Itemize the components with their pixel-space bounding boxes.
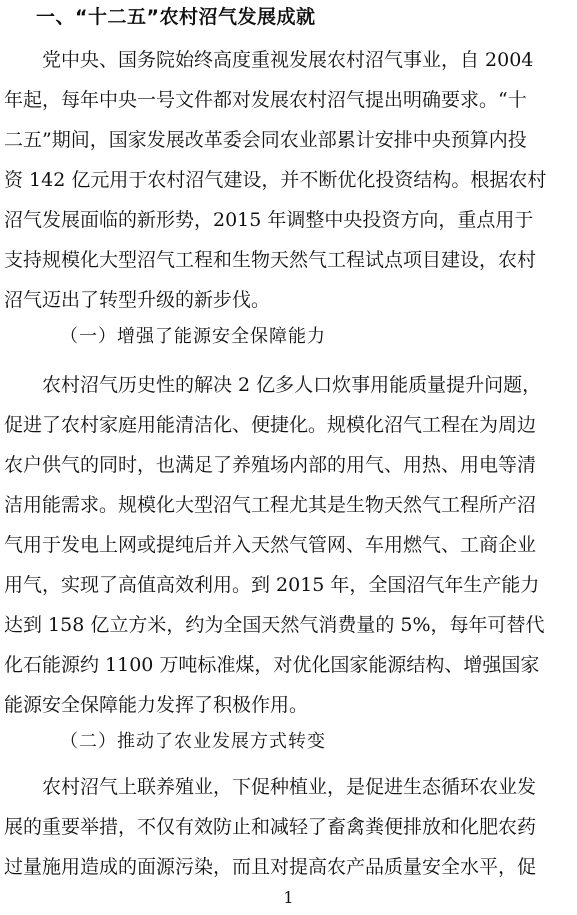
section1-paragraph — [0, 365, 577, 725]
paragraph-line: 展的重要举措，不仅有效防止和减轻了畜禽粪便排放和化肥农药 — [4, 816, 537, 838]
paragraph-line: 年起，每年中央一号文件都对发展农村沼气提出明确要求。“十 — [4, 89, 527, 111]
paragraph-line: 促进了农村家庭用能清洁化、便捷化。规模化沼气工程在为周边 — [4, 414, 537, 436]
paragraph-line: 过量施用造成的面源污染，而且对提高农产品质量安全水平，促 — [4, 856, 537, 878]
paragraph-line: 党中央、国务院始终高度重视发展农村沼气事业，自 2004 — [42, 49, 534, 71]
paragraph-line: 资 142 亿元用于农村沼气建设，并不断优化投资结构。根据农村 — [4, 169, 547, 191]
section2-paragraph — [0, 767, 577, 887]
paragraph-line: 化石能源约 1100 万吨标准煤，对优化国家能源结构、增强国家 — [4, 654, 540, 676]
paragraph-line: 达到 158 亿立方米，约为全国天然气消费量的 5%，每年可替代 — [4, 614, 545, 636]
paragraph-line: 能源安全保障能力发挥了积极作用。 — [4, 694, 309, 716]
page-number: 1 — [283, 888, 294, 907]
paragraph-line: 农村沼气上联养殖业，下促种植业，是促进生态循环农业发 — [42, 776, 537, 798]
subsection-title-2: （二）推动了农业发展方式转变 — [60, 731, 326, 752]
paragraph-line: 支持规模化大型沼气工程和生物天然气工程试点项目建设，农村 — [4, 249, 537, 271]
paragraph-line: 农户供气的同时，也满足了养殖场内部的用气、用热、用电等清 — [4, 454, 537, 476]
subsection-title-1: （一）增强了能源安全保障能力 — [60, 326, 326, 347]
intro-paragraph — [0, 40, 577, 320]
paragraph-line: 沼气发展面临的新形势，2015 年调整中央投资方向，重点用于 — [4, 209, 534, 231]
paragraph-line: 沼气迈出了转型升级的新步伐。 — [4, 289, 271, 311]
paragraph-line: 气用于发电上网或提纯后并入天然气管网、车用燃气、工商企业 — [4, 534, 537, 556]
paragraph-line: 用气，实现了高值高效利用。到 2015 年，全国沼气年生产能力 — [4, 574, 540, 596]
paragraph-line: 洁用能需求。规模化大型沼气工程尤其是生物天然气工程所产沼 — [4, 494, 537, 516]
section-heading: 一、“十二五”农村沼气发展成就 — [36, 6, 316, 28]
paragraph-line: 二五”期间，国家发展改革委会同农业部累计安排中央预算内投 — [4, 129, 527, 151]
paragraph-line: 农村沼气历史性的解决 2 亿多人口炊事用能质量提升问题， — [42, 374, 542, 396]
